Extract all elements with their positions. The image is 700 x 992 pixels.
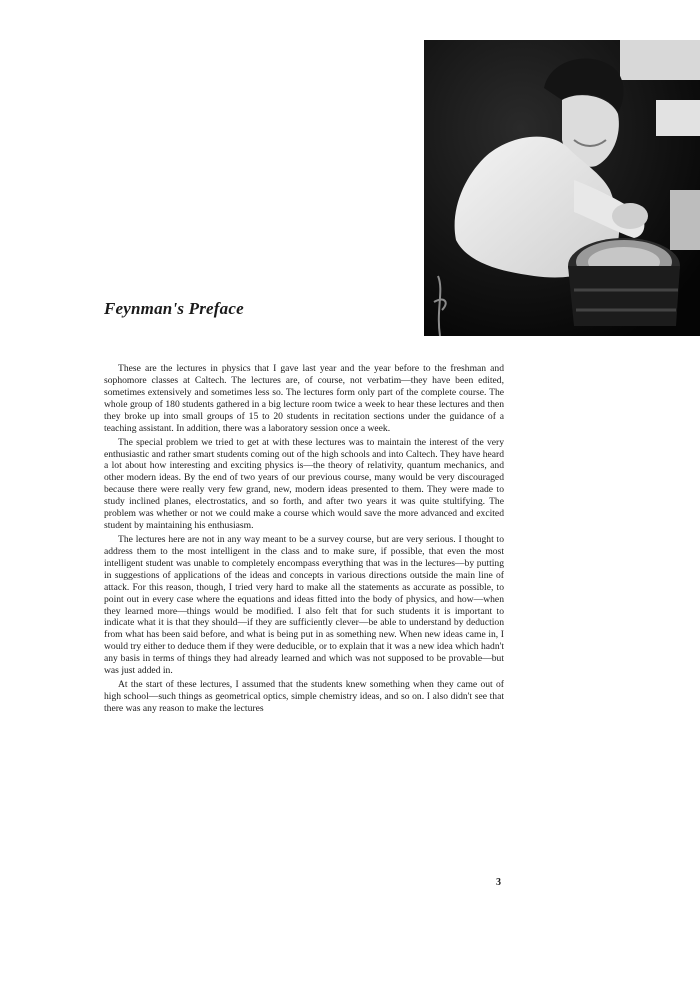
portrait-photo <box>424 40 700 336</box>
paragraph: These are the lectures in physics that I gave last year and the year before to the freshman and sophomore classes at Caltech. The lectures are, of course, not verbatim—they have been edited, sometimes extensively and sometimes less so. The lectures form only part of the complete course. The whole group of 180 students gathered in a big lecture room twice a week to hear these lectures and then they broke up into small groups of 15 to 20 students in recitation sections under the guidance of a teaching assistant. In addition, there was a laboratory session once a week. <box>104 363 504 434</box>
paragraph: At the start of these lectures, I assumed that the students knew something when they came out of high school—such things as geometrical optics, simple chemistry ideas, and so on. I also didn't see that there was any reason to make the lectures <box>104 679 504 714</box>
page-number: 3 <box>496 877 501 888</box>
page-title: Feynman's Preface <box>104 299 244 318</box>
preface-body <box>104 363 504 717</box>
paragraph: The lectures here are not in any way meant to be a survey course, but are very serious. I thought to address them to the most intelligent in the class and to make sure, if possible, that even the most intelligent student was unable to completely encompass everything that was in the lectures—by putting in suggestions of applications of the ideas and concepts in various directions outside the main line of attack. For this reason, though, I tried very hard to make all the statements as accurate as possible, to point out in every case where the equations and ideas fitted into the body of physics, and how—when they learned more—things would be modified. I also felt that for such students it is important to indicate what it is that they should—if they are sufficiently clever—be able to understand by deduction from what has been said before, and what is being put in as something new. When new ideas came in, I would try either to deduce them if they were deducible, or to explain that it was a new idea which hadn't any basis in terms of things they had already learned and which was not supposed to be provable—but was just added in. <box>104 534 505 677</box>
paragraph: The special problem we tried to get at with these lectures was to maintain the interest of the very enthusiastic and rather smart students coming out of the high schools and into Caltech. They have heard a lot about how interesting and exciting physics is—the theory of relativity, quantum mechanics, and other modern ideas. By the end of two years of our previous course, many would be very discouraged because there were really very few grand, new, modern ideas presented to them. They were made to study inclined planes, electrostatics, and so forth, and after two years it was quite stultifying. The problem was whether or not we could make a course which would save the more advanced and excited student by maintaining his enthusiasm. <box>104 436 504 531</box>
